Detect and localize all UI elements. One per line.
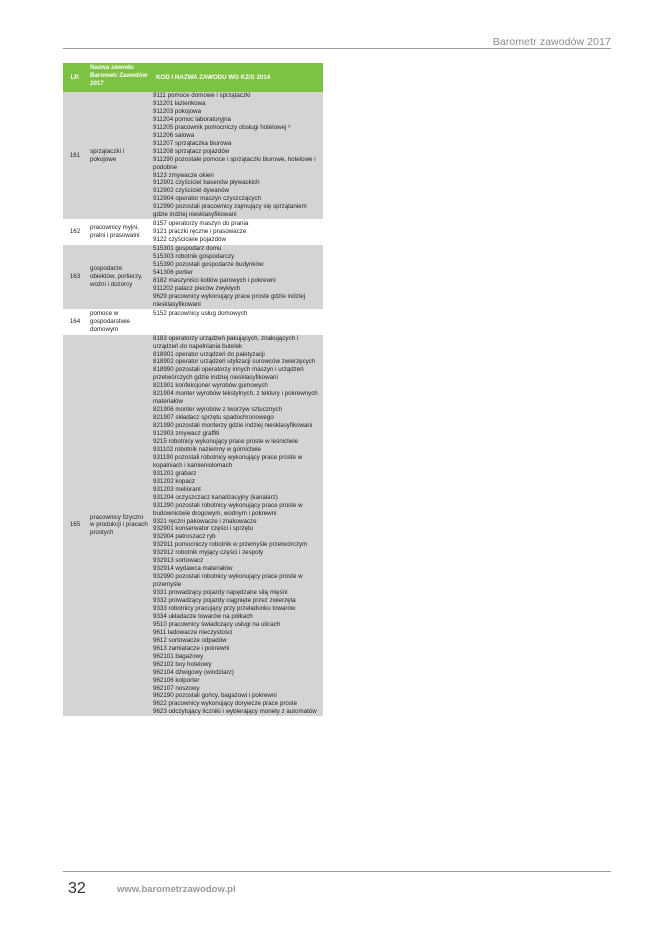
code-entry: 9622 pracownicy wykonujący dorywcze prace proste [153,700,298,708]
code-entry: 962104 dźwigowy (windziarz) [153,668,234,676]
code-entry: 932914 wydawca materiałów [153,565,233,573]
code-entry: 911208 sprzątacz pojazdów [153,147,230,155]
table-row [63,245,323,310]
table-row [63,220,323,245]
running-header: Barometr zawodów 2017 [492,36,611,48]
code-entry: 911206 salowa [153,131,195,139]
code-entry: 931190 pozostali robotnicy wykonujący prace proste w kopalniach i kamieniołomach [153,453,303,469]
row-occupation-name: sprzątaczki i pokojowe [90,147,125,163]
header-occupation-name: Nazwa zawodu Barometr Zawodów 2017 [90,64,148,87]
code-entry: 931102 robotnik naziemny w górnictwie [153,445,261,453]
website-link[interactable]: www.barometrzawodow.pl [117,884,236,895]
code-entry: 821907 składacz sprzętu spadochronowego [153,414,274,422]
header-divider [63,48,611,49]
row-codes [149,335,323,717]
code-entry: 932904 patroszacz ryb [153,533,216,541]
code-entry: 515303 robotnik gospodarczy [153,253,235,261]
code-entry: 9510 pracownicy świadczący usługi na ulicach [153,620,281,628]
row-codes [149,220,323,244]
row-lp: 161 [69,151,81,159]
row-codes [149,245,323,309]
header-code-name: KOD I NAZWA ZAWODU WG KZiS 2014 [156,73,271,81]
code-entry: 931290 pozostali robotnicy wykonujący prace proste w budownictwie drogowym, wodnym i pokrewni [153,501,303,517]
code-entry: 515390 pozostali gospodarze budynków [153,261,264,269]
code-entry: 821904 monter wyrobów tekstylnych, z tektury i pokrewnych materiałów [153,390,318,406]
row-lp: 165 [69,521,81,529]
code-entry: 931204 oczyszczacz kanalizacyjny (kanalarz) [153,493,278,501]
code-entry: 962101 bagażowy [153,652,204,660]
code-entry: 931202 kopacz [153,477,195,485]
code-entry: 9613 zamiatacze i pokrewni [153,644,230,652]
table-header [63,63,323,92]
code-entry: 9612 sortowacze odpadów [153,636,227,644]
row-occupation-name: pracownicy myjni, pralni i prasowalni [90,224,140,240]
code-entry: 911202 palacz pieców zwykłych [153,284,241,292]
code-entry: 912904 operator maszyn czyszczących [153,195,261,203]
page-number: 32 [68,880,86,897]
code-entry: 931203 meliorant [153,485,201,493]
row-occupation-name: gospodarze obiektów, portierzy, woźni i dozorcy [90,264,143,288]
code-entry: 9111 pomoce domowe i sprzątaczki [153,92,251,99]
code-entry: 911203 pokojowa [153,107,202,115]
code-entry: 911204 pomoc laboratoryjna [153,115,231,123]
code-entry: 818990 pozostali operatorzy innych maszyn i urządzeń przetwórczych gdzie indziej niesklasyfikowani [153,366,304,382]
code-entry: 932990 pozostali robotnicy wykonujący prace proste w przemyśle [153,573,303,589]
code-entry: 8183 operatorzy urządzeń pakujących, znakujących i urządzeń do napełniania butelek [153,334,299,350]
code-entry: 8157 operatorzy maszyn do prania [153,220,249,228]
code-entry: 962106 kolporter [153,676,200,684]
row-lp: 163 [69,272,81,280]
code-entry: 932901 konserwator części i sprzętu [153,525,254,533]
code-entry: 818902 operator urządzeń utylizacji surowców zwierzęcych [153,358,316,366]
code-entry: 515301 gospodarz domu [153,245,222,253]
header-lp: LP. [70,73,80,81]
table-row [63,310,323,335]
code-entry: 818901 operator urządzeń do paletyzacji [153,350,265,358]
row-lp: 162 [69,228,81,236]
code-entry: 9121 praczki ręczne i prasowacze [153,228,247,236]
code-entry: 541306 portier [153,268,193,276]
row-lp: 164 [69,317,81,325]
code-entry: 912990 pozostali pracownicy zajmujący się sprzątaniem gdzie indziej niesklasyfikowani [153,203,307,219]
table-body [63,92,323,717]
code-entry: 8182 maszyniści kotłów parowych i pokrewni [153,276,276,284]
code-entry: 9611 ładowacze nieczystości [153,628,233,636]
code-entry: 9332 prowadzący pojazdy ciągnięte przez zwierzęta [153,597,296,605]
code-entry: 821990 pozostali monterzy gdzie indziej niesklasyfikowani [153,422,313,430]
code-entry: 912903 zmywacz graffiti [153,430,220,438]
row-occupation-name: pracownicy fizyczni w produkcji i pracach prostych [90,513,148,537]
code-entry: 9122 czyściciele pojazdów [153,236,226,244]
code-entry: 911207 sprzątaczka biurowa [153,139,232,147]
occupations-table [63,63,323,717]
code-entry: 5152 pracownicy usług domowych [153,309,248,317]
code-entry: 962107 noszowy [153,684,200,692]
code-entry: 9333 robotnicy pracujący przy przeładunku towarów [153,605,296,612]
code-entry: 912902 czyściciel dywanów [153,187,230,195]
code-entry: 9123 zmywacze okien [153,171,214,179]
code-entry: 821901 konfekcjoner wyrobów gumowych [153,382,268,390]
code-entry: 962190 pozostali gońcy, bagażowi i pokrewni [153,692,277,700]
code-entry: 9331 prowadzący pojazdy napędzane siłą mięśni [153,589,288,597]
code-entry: 911205 pracownik pomocniczy obsługi hotelowej ⁵ [153,123,291,131]
code-entry: 911290 pozostałe pomoce i sprzątaczki biurowe, hotelowe i podobne [153,155,316,171]
code-entry: 912901 czyściciel basenów pływackich [153,179,260,187]
row-occupation-name: pomoce w gospodarstwie domowym [90,309,130,333]
code-entry: 911201 łazienkowa [153,99,206,107]
table-row [63,335,323,718]
code-entry: 9215 robotnicy wykonujący prace proste w leśnictwie [153,437,299,445]
code-entry: 9334 układacze towarów na półkach [153,612,253,620]
code-entry: 931201 grabarz [153,469,197,477]
row-codes [149,92,323,219]
code-entry: 9623 odczytujący liczniki i wybierający monety z automatów [153,708,317,716]
code-entry: 932911 pomocniczy robotnik w przemyśle przetwórczym [153,541,308,549]
row-codes [149,310,323,334]
code-entry: 821906 monter wyrobów z tworzyw sztucznych [153,406,282,414]
code-entry: 9629 pracownicy wykonujący prace proste gdzie indziej niesklasyfikowani [153,292,306,308]
code-entry: 962102 boy hotelowy [153,660,212,668]
footer-divider [63,871,611,872]
code-entry: 932912 robotnik myjący części i zespoły [153,549,264,557]
code-entry: 932913 sortowacz [153,557,204,565]
table-row [63,92,323,220]
code-entry: 9321 ręczni pakowacze i znakowacze [153,517,257,525]
